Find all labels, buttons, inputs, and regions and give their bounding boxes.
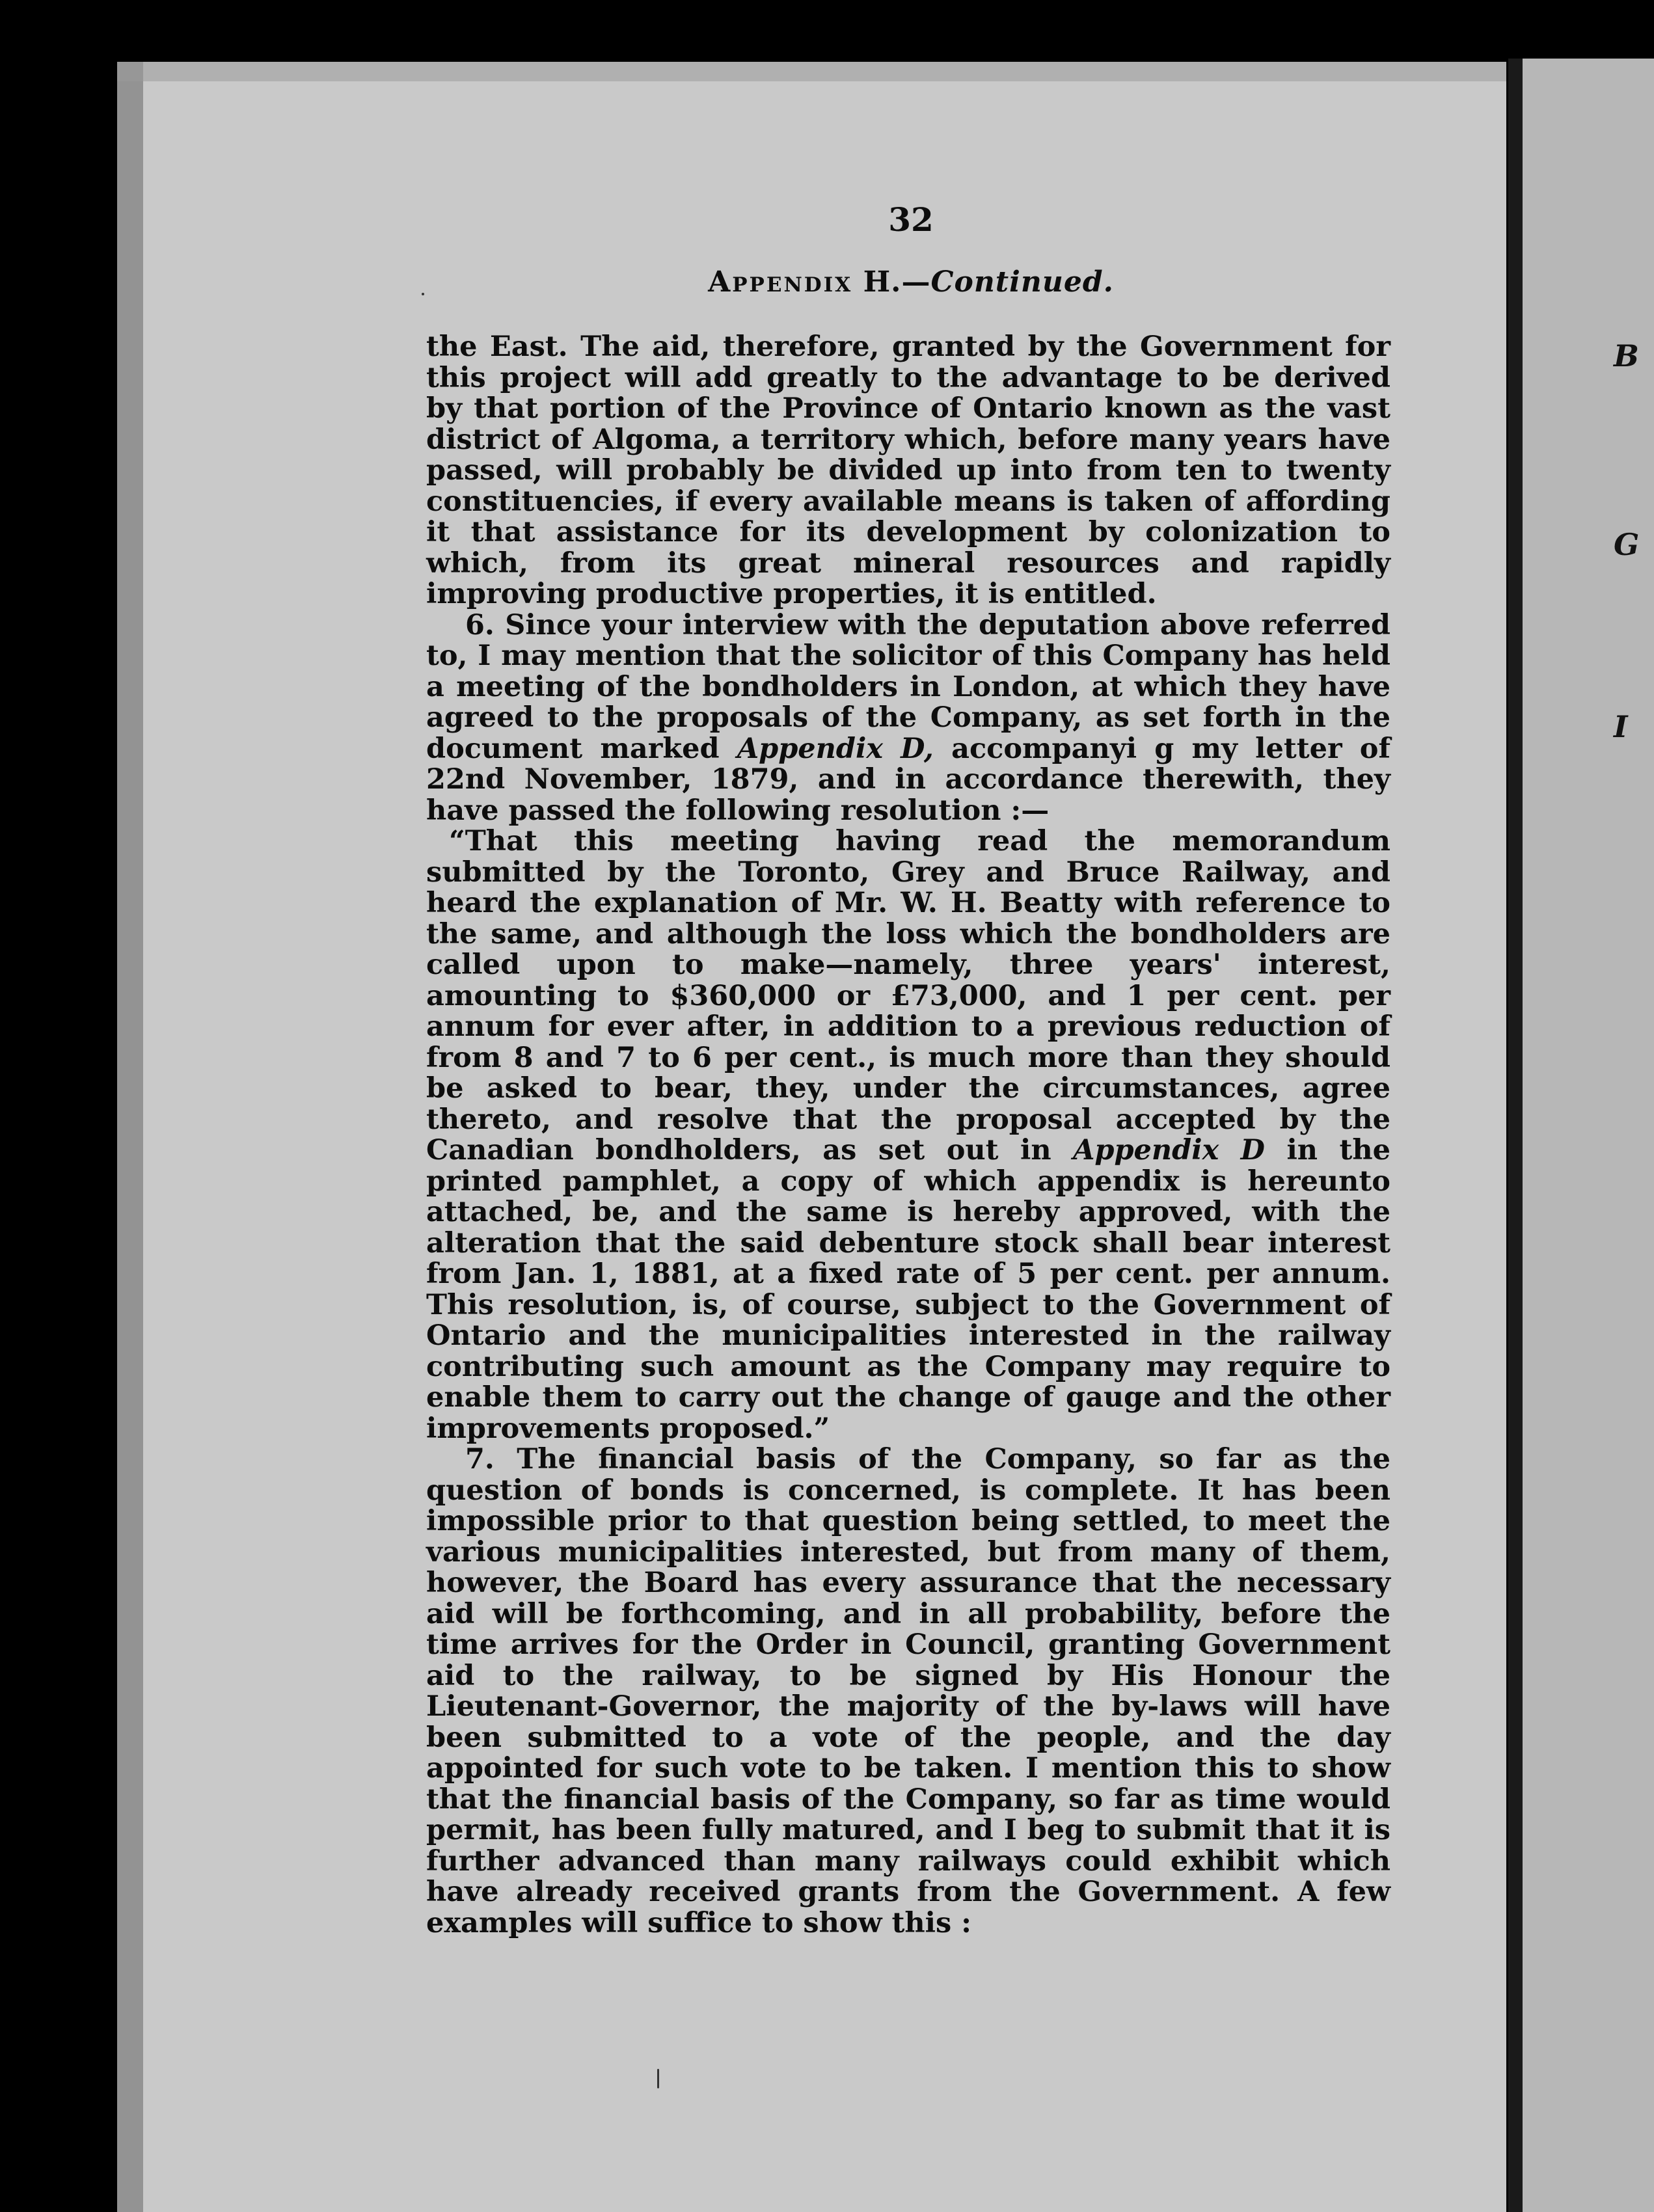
page-number: 32 (888, 200, 934, 239)
quote-start: “That this meeting having read the memorandum submitted by the Toronto, Grey and Bruce Railway, and heard the explanation of Mr. W. H. Beatty with reference to the same, and although the loss which the bondholders are called upon to make—namely, three years' interest, amounting to $360,000 or £73,000, and 1 per cent. per annum for ever after, in addition to a previous reduction of from 8 and 7 to 6 per cent., is much more than they should be asked to bear, they, under the circumstances, agree thereto, and resolve that the proposal accepted by the Canadian bondholders, as set out in (426, 825, 1390, 1167)
adjacent-page-fragment: B (1614, 338, 1639, 373)
adjacent-page-fragment: I (1614, 709, 1628, 744)
running-head-dash: — (901, 265, 931, 299)
scan-speck (657, 2069, 659, 2088)
paragraph-6 (426, 610, 1390, 827)
running-head (0, 265, 1654, 299)
body-text (426, 332, 1390, 1939)
resolution-quote (426, 826, 1390, 1444)
quote-end: in the printed pamphlet, a copy of which appendix is hereunto attached, be, and the same is hereby approved, with the alteration that the said debenture stock shall bear interest from Jan. 1, 1881, at a fixed rate of 5 per cent. per annum. This resolution, is, of course, subject to the Government of Ontario and the municipalities interested in the railway contributing such amount as the Company may require to enable them to carry out the change of gauge and the other improvements proposed.” (426, 1134, 1390, 1445)
page-top-edge (117, 62, 1506, 81)
adjacent-page-fragment: G (1614, 527, 1640, 562)
paragraph-6-start: 6. Since your interview with the deputation above referred to, I may mention that the solicitor of this Company has held a meeting of the bondholders in London, at which they have agreed to the proposals of the Company, as set forth in the document marked (426, 608, 1390, 765)
quote-appendix-ref: Appendix D (1073, 1134, 1265, 1167)
paragraph-continuation: the East. The aid, therefore, granted by the Government for this project will add greatly to the advantage to be derived by that portion of the Province of Ontario known as the vast district of Algoma, a territory which, before many years have passed, will probably be divided up into from ten to twenty constituencies, if every available means is taken of affording it that assistance for its development by colonization to which, from its great mineral resources and rapidly improving productive properties, it is entitled. (426, 330, 1390, 610)
paragraph-7: 7. The financial basis of the Company, so far as the question of bonds is concerned, is complete. It has been impossible prior to that question being settled, to meet the various municipalities interested, but from many of them, however, the Board has every assurance that the necessary aid will be forthcoming, and in all probability, before the time arrives for the Order in Council, granting Government aid to the railway, to be signed by His Honour the Lieutenant-Governor, the majority of the by-laws will have been submitted to a vote of the people, and the day appointed for such vote to be taken. I mention this to show that the financial basis of the Company, so far as time would permit, has been fully matured, and I beg to submit that it is further advanced than many railways could exhibit which have already received grants from the Government. A few examples will suffice to show this : (426, 1443, 1390, 1939)
paragraph-6-end: accompanyi g my letter of 22nd November, 1879, and in accordance therewith, they have passed the following resolution :— (426, 732, 1390, 827)
paragraph-6-appendix-ref: Appendix D, (737, 732, 934, 765)
running-head-continued: Continued. (930, 265, 1114, 299)
scan-speck (422, 293, 424, 295)
page-left-edge (117, 62, 143, 2212)
adjacent-page (1508, 59, 1654, 2212)
page-gutter-shadow (1508, 59, 1523, 2212)
running-head-label: Appendix (708, 265, 853, 299)
running-head-letter: H. (863, 265, 902, 299)
